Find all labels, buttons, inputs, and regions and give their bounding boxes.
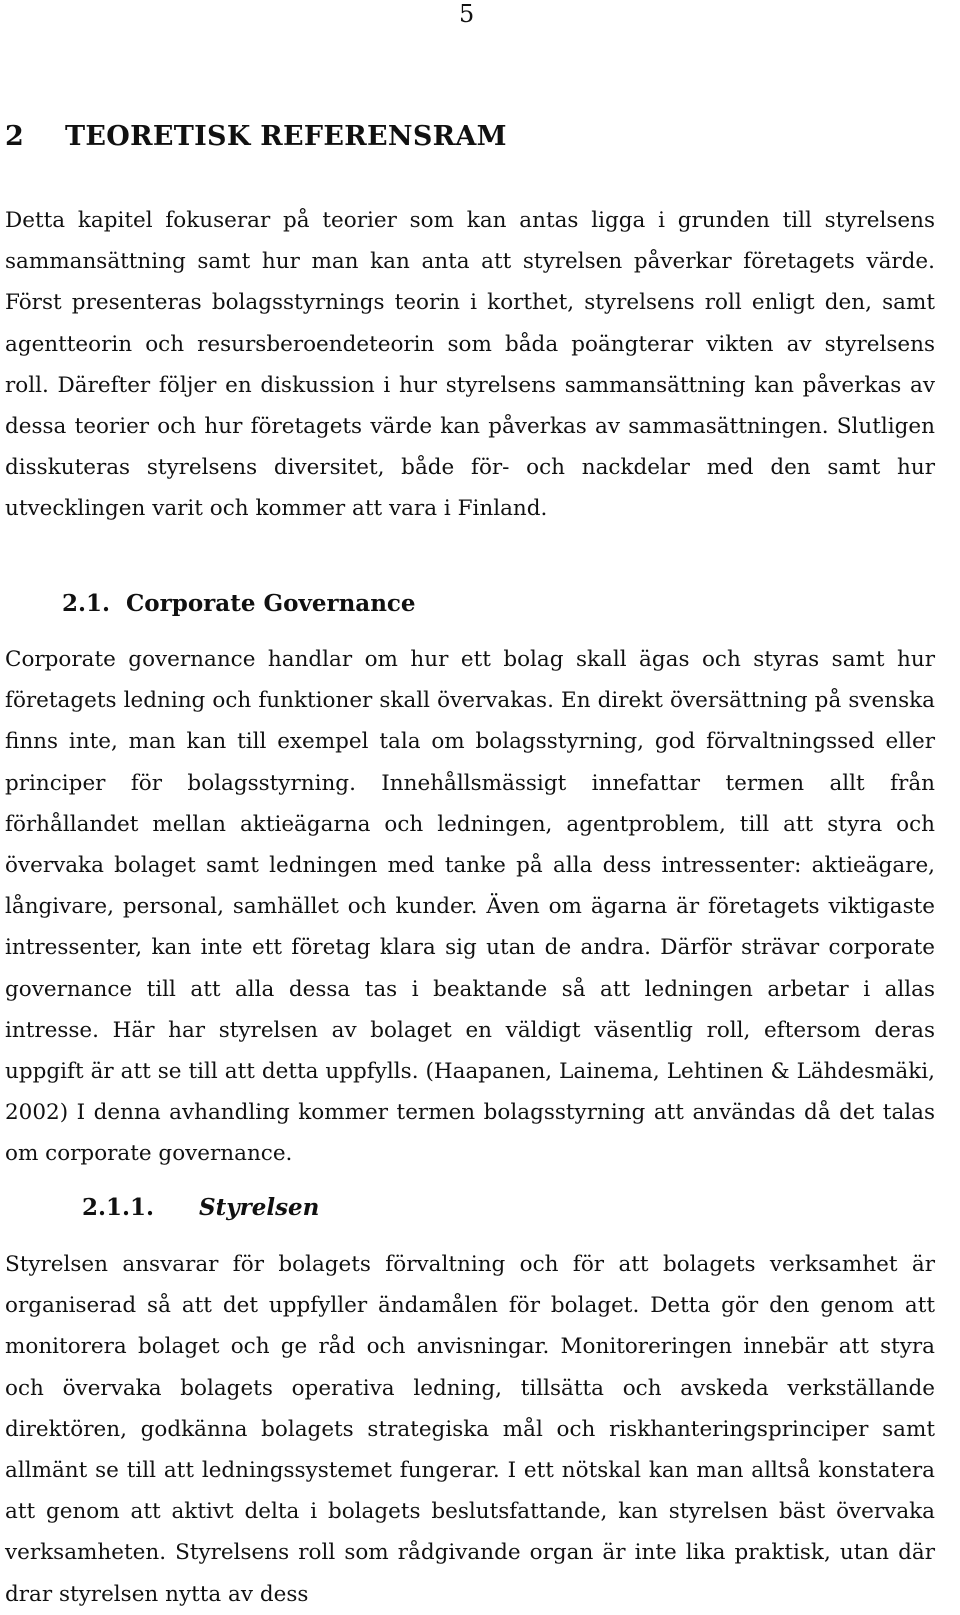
subsection-number: 2.1.1. [82,1194,155,1221]
subsection-heading [82,1192,319,1224]
subsection-title: Styrelsen [199,1194,320,1221]
chapter-number: 2 [5,121,25,152]
subsection-paragraph: Styrelsen ansvarar för bolagets förvaltning och för att bolagets verksamhet är organiserad så att det uppfyller ändamålen för bolaget. Detta gör den genom att monitorera bolaget och ge råd och anvisningar. Monitoreringen innebär att styra och övervaka bolagets operativa ledning, tillsätta och avskeda verkställande direktören, godkänna bolagets strategiska mål och riskhanteringsprinciper samt allmänt se till att ledningssystemet fungerar. I ett nötskal kan man alltså konstatera att genom att aktivt delta i bolagets beslutsfattande, kan styrelsen bäst övervaka verksamheten. Styrelsens roll som rådgivande organ är inte lika praktisk, utan där drar styrelsen nytta av dess [5,1252,935,1607]
section-number: 2.1. [62,590,111,617]
page-number: 5 [459,0,475,28]
chapter-intro-paragraph: Detta kapitel fokuserar på teorier som kan antas ligga i grunden till styrelsens sammansättning samt hur man kan anta att styrelsen påverkar företagets värde. Först presenteras bolagsstyrnings teorin i korthet, styrelsens roll enligt den, samt agentteorin och resursberoendeteorin som båda poängterar vikten av styrelsens roll. Därefter följer en diskussion i hur styrelsens sammansättning kan påverkas av dessa teorier och hur företagets värde kan påverkas av sammasättningen. Slutligen disskuteras styrelsens diversitet, både för- och nackdelar med den samt hur utvecklingen varit och kommer att vara i Finland. [5,208,935,522]
chapter-heading [5,120,507,154]
section-heading [62,588,416,620]
section-title: Corporate Governance [126,590,416,617]
chapter-title: TEORETISK REFERENSRAM [65,121,507,152]
section-paragraph: Corporate governance handlar om hur ett bolag skall ägas och styras samt hur företagets ledning och funktioner skall övervakas. En direkt översättning på svenska finns inte, man kan till exempel tala om bolagsstyrning, god förvaltningssed eller principer för bolagsstyrning. Innehållsmässigt innefattar termen allt från förhållandet mellan aktieägarna och ledningen, agentproblem, till att styra och övervaka bolaget samt ledningen med tanke på alla dess intressenter: aktieägare, långivare, personal, samhället och kunder. Även om ägarna är företagets viktigaste intressenter, kan inte ett företag klara sig utan de andra. Därför strävar corporate governance till att alla dessa tas i beaktande så att ledningen arbetar i allas intresse. Här har styrelsen av bolaget en väldigt väsentlig roll, eftersom deras uppgift är att se till att detta uppfylls. (Haapanen, Lainema, Lehtinen & Lähdesmäki, 2002) I denna avhandling kommer termen bolagsstyrning att användas då det talas om corporate governance. [5,647,935,1167]
